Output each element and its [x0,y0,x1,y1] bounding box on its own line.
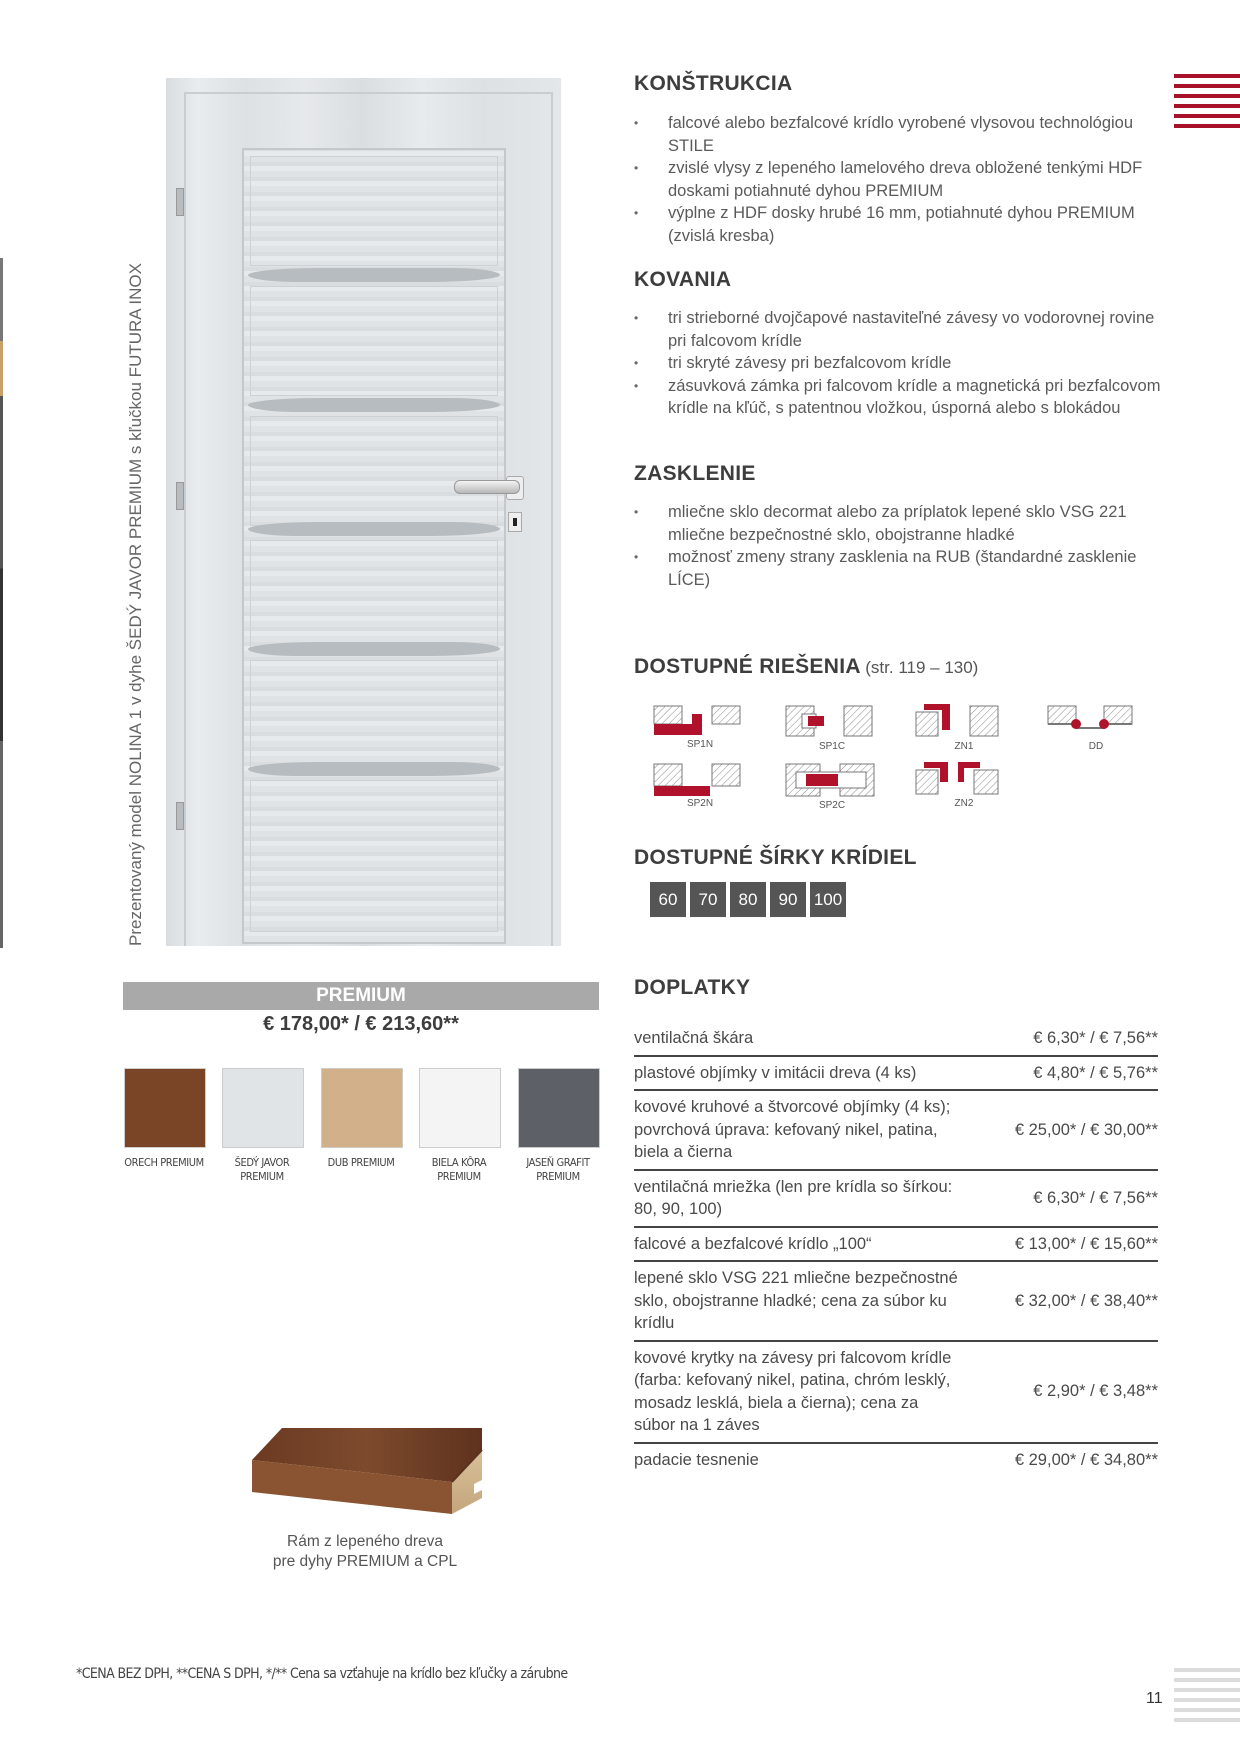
table-row [634,1022,1158,1057]
surcharge-label: lepené sklo VSG 221 mliečne bezpečnostné sklo, obojstranne hladké; cena za súbor ku krídlu [634,1269,958,1332]
riesenia-heading [634,655,978,679]
list-item: • možnosť zmeny strany zasklenia na RUB (štandardné zasklenie LÍCE) [634,546,1174,591]
model-caption: Prezentovaný model NOLINA 1 v dyhe ŠEDÝ JAVOR PREMIUM s kľučkou FUTURA INOX [126,263,145,946]
premium-price: € 178,00* / € 213,60** [263,1013,459,1035]
lock-icon [508,512,522,532]
list-item: • falcové alebo bezfalcové krídlo vyrobené vlysovou technológiou STILE [634,112,1174,157]
width-chip: 80 [730,882,766,917]
riesenia-title: DOSTUPNÉ RIEŠENIA [634,655,861,678]
swatch-label: JASEŇ GRAFIT PREMIUM [526,1156,590,1183]
surcharge-label: kovové kruhové a štvorcové objímky (4 ks); povrchová úprava: kefovaný nikel, patina, biela a čierna [634,1098,951,1161]
price-footnote: *CENA BEZ DPH, **CENA S DPH, */** Cena sa vzťahuje na krídlo bez kľučky a zárubne [76,1666,568,1682]
premium-title: PREMIUM [123,982,599,1010]
surcharge-label: kovové krytky na závesy pri falcovom krídle (farba: kefovaný nikel, patina, chróm lesklý, mosadz lesklá, biela a čierna); cena za súbor na 1 záves [634,1348,952,1434]
solution-sp1n-icon [654,706,740,735]
surcharge-price: € 2,90* / € 3,48** [1033,1382,1158,1401]
surcharge-price: € 25,00* / € 30,00** [1014,1120,1158,1139]
konstrukcia-title: KONŠTRUKCIA [634,72,793,95]
swatch-label: BIELA KÔRA PREMIUM [431,1156,487,1183]
solution-sp2n-icon [654,764,740,796]
solution-sp1c-icon [786,706,872,736]
hinge-icon [176,802,184,830]
solution-dd-icon [1048,706,1132,729]
swatch-label: ORECH PREMIUM [124,1156,204,1169]
header-stripes-decoration [1174,74,1240,134]
table-row [634,1091,1158,1171]
kovania-title: KOVANIA [634,268,732,291]
riesenia-pages: (str. 119 – 130) [865,658,979,677]
solution-label: SP1C [818,741,846,752]
surcharge-price: € 29,00* / € 34,80** [1014,1450,1158,1469]
left-edge-strip [0,258,3,948]
surcharge-label: ventilačná mriežka (len pre krídla so šírkou: 80, 90, 100) [634,1177,953,1218]
solution-label: SP1N [686,739,714,750]
surcharge-price: € 13,00* / € 15,60** [1014,1234,1158,1253]
solution-label: DD [1088,741,1104,752]
surcharge-label: padacie tesnenie [634,1450,759,1469]
door-image [166,78,561,946]
solution-label: SP2N [686,798,714,809]
zasklenie-title: ZASKLENIE [634,462,756,485]
width-chip: 100 [810,882,846,917]
solution-label: ZN1 [954,741,974,752]
solution-sp2c-icon [786,764,874,796]
list-item: • mliečne sklo decormat alebo za príplatok lepené sklo VSG 221 mliečne bezpečnostné sklo, obojstranne hladké [634,501,1174,546]
hinge-icon [176,188,184,216]
surcharge-price: € 6,30* / € 7,56** [1033,1188,1158,1207]
swatch-biela-kora [419,1068,501,1148]
list-item: • zvislé vlysy z lepeného lamelového dreva obložené tenkými HDF doskami potiahnuté dyhou PREMIUM [634,157,1174,202]
surcharge-label: falcové a bezfalcové krídlo „100“ [634,1234,872,1253]
door-leaf [242,148,506,944]
surcharge-label: plastové objímky v imitácii dreva (4 ks) [634,1063,917,1082]
solution-label: SP2C [818,800,846,811]
solution-zn2-icon [916,762,998,794]
swatch-dub [321,1068,403,1148]
width-chip: 70 [690,882,726,917]
swatch-orech [124,1068,206,1148]
frame-caption [230,1532,500,1572]
solutions-diagram [650,700,1150,810]
surcharge-table [634,1022,1158,1476]
surcharge-price: € 32,00* / € 38,40** [1014,1291,1158,1310]
table-row [634,1171,1158,1228]
list-item: • výplne z HDF dosky hrubé 16 mm, potiahnuté dyhou PREMIUM (zvislá kresba) [634,202,1174,247]
page-number: 11 [1146,1690,1163,1707]
surcharge-price: € 6,30* / € 7,56** [1033,1029,1158,1047]
swatch-label: ŠEDÝ JAVOR PREMIUM [234,1156,290,1183]
konstrukcia-list [634,112,1174,247]
zasklenie-list [634,501,1174,591]
table-row [634,1057,1158,1092]
list-item: • tri skryté závesy pri bezfalcovom krídle [634,352,1174,375]
table-row [634,1342,1158,1444]
width-chips [650,882,850,917]
solution-label: ZN2 [954,798,974,809]
table-row [634,1262,1158,1342]
hinge-icon [176,482,184,510]
footer-stripes-decoration [1174,1668,1240,1728]
swatch-label: DUB PREMIUM [327,1156,395,1169]
table-row [634,1444,1158,1477]
frame-caption-line: pre dyhy PREMIUM a CPL [272,1553,458,1570]
width-chip: 90 [770,882,806,917]
swatch-sedy-javor [222,1068,304,1148]
sirky-title: DOSTUPNÉ ŠÍRKY KRÍDIEL [634,846,917,869]
door-handle [454,480,520,494]
frame-caption-line: Rám z lepeného dreva [287,1533,443,1550]
width-chip: 60 [650,882,686,917]
doplatky-title: DOPLATKY [634,976,751,999]
frame-profile-image [246,1424,486,1516]
surcharge-label: ventilačná škára [634,1029,754,1047]
list-item: • tri strieborné dvojčapové nastaviteľné závesy vo vodorovnej rovine pri falcovom krídle [634,307,1174,352]
kovania-list [634,307,1174,420]
table-row [634,1228,1158,1263]
list-item: • zásuvková zámka pri falcovom krídle a magnetická pri bezfalcovom krídle na kľúč, s patentnou vložkou, úsporná alebo s blokádou [634,375,1174,420]
swatch-jasen-grafit [518,1068,600,1148]
solution-zn1-icon [916,704,998,736]
surcharge-price: € 4,80* / € 5,76** [1033,1063,1158,1082]
